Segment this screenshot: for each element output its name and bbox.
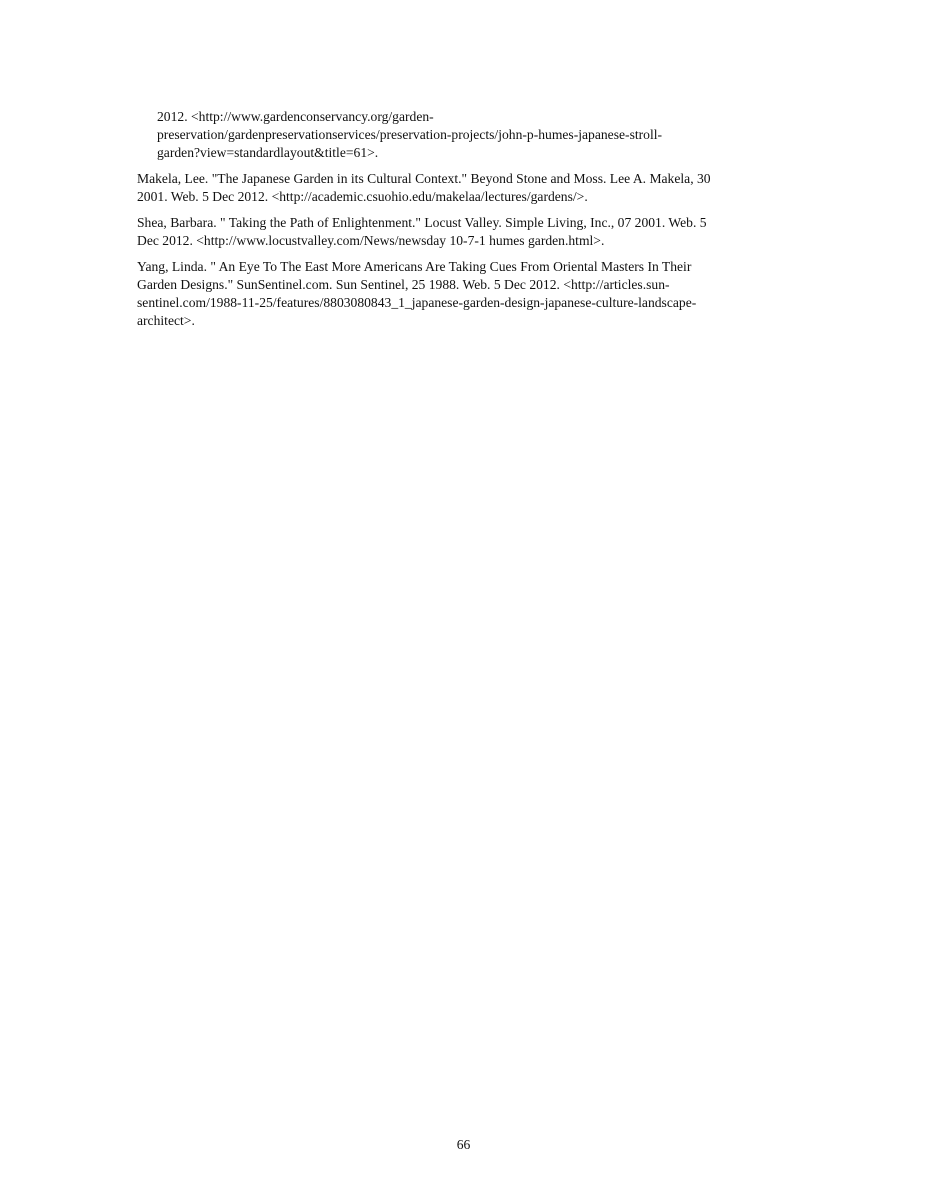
entry-line: preservation/gardenpreservationservices/preservation-projects/john-p-humes-japanese-stroll- [157, 127, 663, 142]
page-number: 66 [456, 1137, 471, 1152]
entry-line: garden?view=standardlayout&title=61>. [157, 145, 379, 160]
entry-line: Yang, Linda. " An Eye To The East More Americans Are Taking Cues From Oriental Masters In Their [137, 259, 692, 274]
entry-line: Shea, Barbara. " Taking the Path of Enlightenment." Locust Valley. Simple Living, Inc., 07 2001. Web. 5 [137, 215, 707, 230]
entry-line: 2012. <http://www.gardenconservancy.org/garden- [157, 109, 434, 124]
bibliography-entry-continued [137, 108, 787, 162]
bibliography-entry-makela [137, 170, 787, 206]
bibliography-entry-shea [137, 214, 787, 250]
entry-line: Garden Designs." SunSentinel.com. Sun Sentinel, 25 1988. Web. 5 Dec 2012. <http://articles.sun- [137, 277, 670, 292]
entry-line: sentinel.com/1988-11-25/features/8803080843_1_japanese-garden-design-japanese-culture-landscape- [137, 295, 697, 310]
bibliography-list [137, 108, 787, 338]
bibliography-entry-yang [137, 258, 787, 330]
entry-line: Dec 2012. <http://www.locustvalley.com/News/newsday 10-7-1 humes garden.html>. [137, 233, 605, 248]
entry-line: architect>. [137, 313, 195, 328]
entry-line: 2001. Web. 5 Dec 2012. <http://academic.csuohio.edu/makelaa/lectures/gardens/>. [137, 189, 588, 204]
entry-line: Makela, Lee. "The Japanese Garden in its Cultural Context." Beyond Stone and Moss. Lee A. Makela, 30 [137, 171, 711, 186]
